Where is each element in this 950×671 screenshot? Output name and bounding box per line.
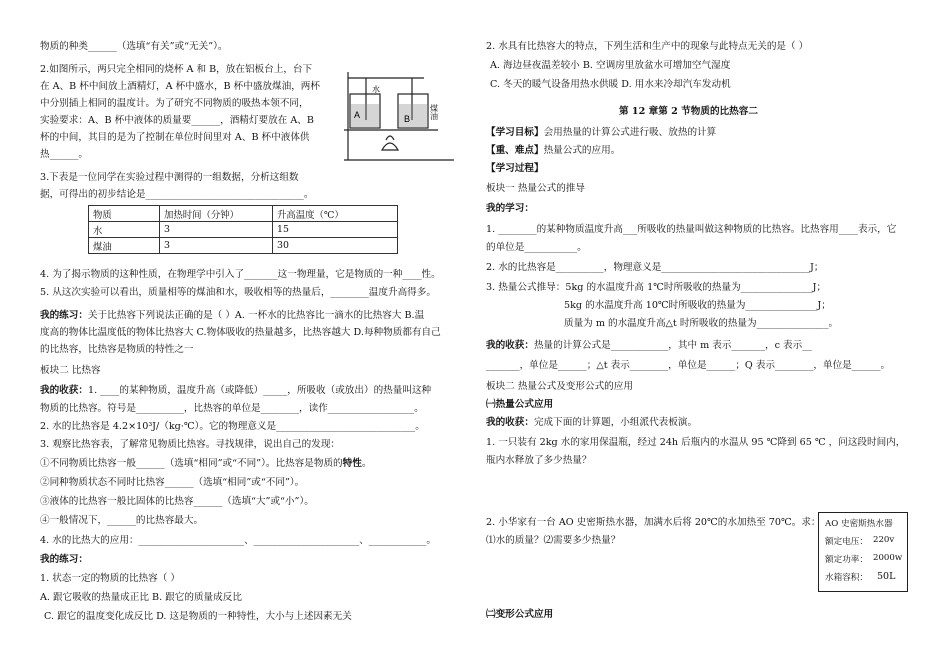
block2-heading: 板块二 热量公式及变形公式的应用 [486, 381, 633, 392]
goal-label: 【学习目标】 [486, 127, 544, 138]
learn-line-3: 3. 热量公式推导：5kg 的水温度升高 1℃时所吸收的热量为_______________J； [486, 282, 827, 293]
practice1-line-2: 的比热容，比热容是物质的特性之一 [40, 344, 194, 355]
figure-label-water: 水 [372, 85, 380, 94]
left-line-0: 物质的种类______（选填“有关”或“无关”）。 [40, 41, 228, 52]
key-label: 【重、难点】 [486, 145, 544, 156]
gain-line-8: 4. 水的比热大的应用：______________________、______________________、____________。 [40, 535, 436, 546]
practice1-line-0: 关于比热容下列说法正确的是（ ）A. 一杯水的比热容比一滴水的比热容大 B.温 [87, 310, 425, 321]
practice2-label: 我的练习： [40, 554, 88, 565]
practice2-line-0: 1. 状态一定的物质的比热容（ ） [40, 573, 180, 584]
heater-box-voltage-value: 220v [873, 535, 895, 545]
q1-line-1: 瓶内水释放了多少热量？ [486, 455, 592, 466]
gain2-text: 完成下面的计算题，小组派代表板演。 [533, 417, 698, 428]
gain-line-7: ④一般情况下，______的比热容最大。 [40, 515, 204, 526]
left-line-3: 中分别插上相同的温度计。为了研究不同物质的吸热本领不同， [40, 98, 309, 109]
table-header: 加热时间（分钟） [160, 206, 273, 222]
right-gain-line-1: _______，单位是______；△t 表示________，单位是______；Q 表示________，单位是______。 [486, 360, 891, 371]
heater-box-volume-label: 水箱容积： [825, 573, 868, 583]
bold-word: 特性 [342, 458, 362, 469]
table-header: 升高温度（℃） [273, 206, 398, 222]
table-cell: 3 [160, 222, 273, 238]
table-cell: 15 [273, 222, 398, 238]
gain-line-3: 3. 观察比热容表，了解常见物质比热容。寻找规律，说出自己的发现： [40, 439, 341, 450]
right-gain-label: 我的收获： [486, 340, 534, 351]
practice2-line-1: A. 跟它吸收的热量成正比 B. 跟它的质量成反比 [40, 592, 242, 603]
heater-spec-box [818, 512, 908, 592]
table-cell: 水 [89, 222, 160, 238]
gain-line-0: 1. ____的某种物质，温度升高（或降低）_____，所吸收（或放出）的热量叫这种 [87, 385, 432, 396]
heater-box-power-label: 额定功率： [825, 555, 868, 565]
process-label: 【学习过程】 [486, 163, 544, 174]
heater-box-power-value: 2000w [873, 553, 903, 563]
heater-box-volume-value: 50L [877, 571, 896, 582]
sub2-heading: ㈡变形公式应用 [486, 609, 554, 620]
left-line-4: 实验要求：A、B 杯中液体的质量要______，酒精灯要放在 A、B [40, 115, 314, 126]
data-table [88, 205, 398, 254]
learn-line-4: 5kg 的水温度升高 10℃时所吸收的热量为_______________J； [564, 300, 831, 311]
q2-line-0: 2. 小华家有一台 AO 史密斯热水器，加满水后将 20℃的水加热至 70℃。求： [486, 517, 821, 528]
gain2-label: 我的收获： [486, 417, 534, 428]
learn-label: 我的学习： [486, 203, 534, 214]
left-line-1: 2.如图所示，两只完全相同的烧杯 A 和 B，放在铝板台上，台下 [40, 64, 313, 75]
q2-line-1: ⑴水的质量？⑵需要多少热量？ [486, 535, 621, 546]
gain-line-5: ②同种物质状态不同时比热容______（选填“相同”或“不同”）。 [40, 477, 305, 488]
table-header-row [89, 206, 398, 222]
practice1-label: 我的练习： [40, 310, 88, 321]
table-cell: 3 [160, 238, 273, 254]
right-top-line-2: C. 冬天的暖气设备用热水供暖 D. 用水来冷却汽车发动机 [490, 79, 731, 90]
gain-line-1: 物质的比热容。符号是__________，比热容的单位是________，读作__________________。 [40, 403, 424, 414]
table-row [89, 222, 398, 238]
left-q5: 5. 从这次实验可以看出，质量相等的煤油和水，吸收相等的热量后，________温度升高得多。 [40, 287, 436, 298]
goal-text: 会用热量的计算公式进行吸、放热的计算 [543, 127, 717, 138]
heater-box-voltage-label: 额定电压： [825, 537, 868, 547]
key-text: 热量公式的应用。 [543, 145, 621, 156]
experiment-figure [342, 64, 458, 168]
left-line-2: 在 A、B 杯中间放上酒精灯，A 杯中盛水，B 杯中盛放煤油，两杯 [40, 81, 320, 92]
practice1-line-1: 度高的物体比温度低的物体比热容大 C.物体吸收的热量越多，比热容越大 D.每种物质都有自己 [40, 327, 441, 338]
figure-label-b: B [404, 114, 411, 124]
right-top-line-1: A. 海边昼夜温差较小 B. 空调房里放盆水可增加空气湿度 [490, 60, 731, 71]
table-cell: 煤油 [89, 238, 160, 254]
sub1-heading: ㈠热量公式应用 [486, 399, 554, 410]
right-top-line-0: 2. 水具有比热容大的特点，下列生活和生产中的现象与此特点无关的是（ ） [486, 41, 809, 52]
section-title: 第 12 章第 2 节物质的比热容二 [619, 106, 758, 117]
block1-heading: 板块一 热量公式的推导 [486, 183, 585, 194]
left-line-8: 据，可得出的初步结论是_________________________________。 [40, 189, 314, 200]
table-header: 物质 [89, 206, 160, 222]
table-row [89, 238, 398, 254]
gain-line-6: ③液体的比热容一般比固体的比热容______（选填“大”或“小”）。 [40, 496, 314, 507]
left-line-6: 热______。 [40, 149, 88, 160]
learn-line-1: 的单位是___________。 [486, 242, 587, 253]
gain-line-4: ①不同物质比热容一般______（选填“相同”或“不同”）。比热容是物质的 [40, 458, 343, 469]
figure-label-oil: 煤油 [429, 104, 439, 120]
learn-line-5: 质量为 m 的水温度升高△t 时所吸收的热量为_______________。 [564, 318, 839, 329]
gain-line-2: 2. 水的比热容是 4.2×10³J/（kg·℃）。它的物理意义是_____________________________。 [40, 421, 425, 432]
learn-line-0: 1. ________的某种物质温度升高___所吸收的热量叫做这种物质的比热容。比热容用____表示，它 [486, 224, 897, 235]
heater-box-title: AO 史密斯热水器 [825, 519, 893, 529]
table-cell: 30 [273, 238, 398, 254]
gain-label: 我的收获： [40, 385, 88, 396]
left-line-7: 3.下表是一位同学在实验过程中测得的一组数据，分析这组数 [40, 172, 299, 183]
left-q4: 4. 为了揭示物质的这种性质，在物理学中引入了_______这一物理量，它是物质的一种____性。 [40, 269, 441, 280]
section-heading: 板块二 比热容 [40, 365, 101, 376]
practice2-line-2: C. 跟它的温度变化成反比 D. 这是物质的一种特性，大小与上述因素无关 [44, 611, 352, 622]
figure-label-a: A [354, 110, 361, 120]
left-line-5: 杯的中间，其目的是为了控制在单位时间里对 A、B 杯中液体供 [40, 132, 310, 143]
q1-line-0: 1. 一只装有 2kg 水的家用保温瓶，经过 24h 后瓶内的水温从 95 ℃降到 65 ℃ ，问这段时间内， [486, 437, 906, 448]
right-gain-line-0: 热量的计算公式是____________，其中 m 表示_______，c 表示__ [533, 340, 812, 351]
learn-line-2: 2. 水的比热容是__________，物理意义是_______________________________J； [486, 262, 824, 273]
